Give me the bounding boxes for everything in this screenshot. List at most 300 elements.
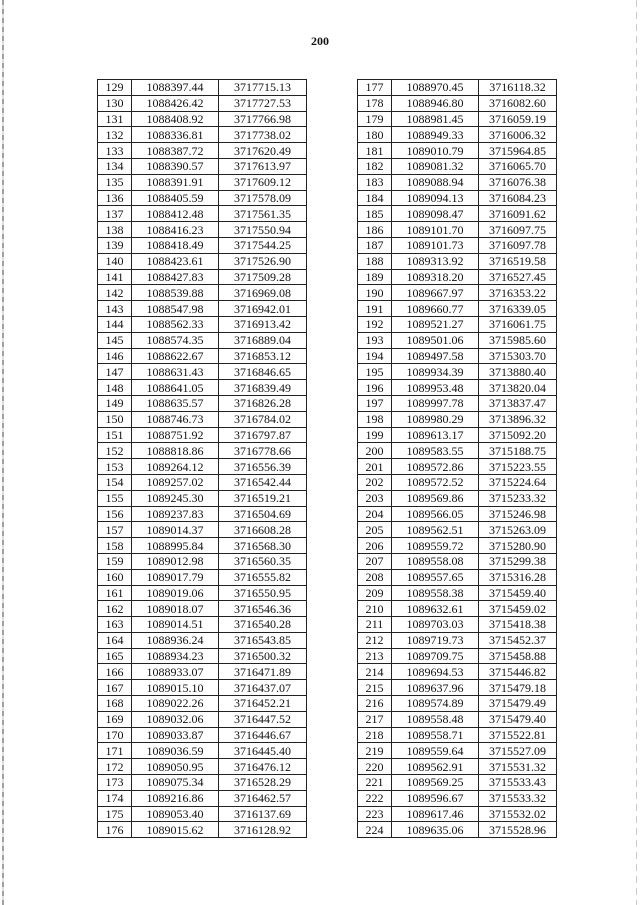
y-coordinate-cell: 3713820.04 [479, 380, 557, 396]
y-coordinate-cell: 3715299.38 [479, 553, 557, 569]
table-row [358, 569, 557, 585]
x-coordinate-cell: 1088405.59 [132, 190, 219, 206]
table-row [358, 490, 557, 506]
table-row [358, 632, 557, 648]
y-coordinate-cell: 3715479.18 [479, 680, 557, 696]
x-coordinate-cell: 1089997.78 [392, 395, 479, 411]
y-coordinate-cell: 3716137.69 [219, 806, 307, 822]
x-coordinate-cell: 1088423.61 [132, 253, 219, 269]
point-number-cell: 224 [358, 822, 392, 838]
y-coordinate-cell: 3716550.95 [219, 585, 307, 601]
point-number-cell: 184 [358, 190, 392, 206]
y-coordinate-cell: 3715188.75 [479, 443, 557, 459]
y-coordinate-cell: 3717526.90 [219, 253, 307, 269]
table-row [98, 111, 307, 127]
table-row [98, 206, 307, 222]
y-coordinate-cell: 3716006.32 [479, 127, 557, 143]
table-row [98, 301, 307, 317]
table-row [358, 775, 557, 791]
y-coordinate-cell: 3713837.47 [479, 395, 557, 411]
table-row [358, 664, 557, 680]
y-coordinate-cell: 3716446.67 [219, 727, 307, 743]
x-coordinate-cell: 1089574.89 [392, 696, 479, 712]
table-row [98, 680, 307, 696]
x-coordinate-cell: 1089559.64 [392, 743, 479, 759]
point-number-cell: 163 [98, 617, 132, 633]
x-coordinate-cell: 1089264.12 [132, 459, 219, 475]
y-coordinate-cell: 3717766.98 [219, 111, 307, 127]
y-coordinate-cell: 3716556.39 [219, 459, 307, 475]
x-coordinate-cell: 1089709.75 [392, 648, 479, 664]
table-row [98, 664, 307, 680]
y-coordinate-cell: 3716519.58 [479, 253, 557, 269]
point-number-cell: 169 [98, 711, 132, 727]
x-coordinate-cell: 1089075.34 [132, 775, 219, 791]
x-coordinate-cell: 1089022.26 [132, 696, 219, 712]
table-row [98, 648, 307, 664]
y-coordinate-cell: 3716969.08 [219, 285, 307, 301]
x-coordinate-cell: 1089558.48 [392, 711, 479, 727]
table-row [98, 332, 307, 348]
point-number-cell: 176 [98, 822, 132, 838]
point-number-cell: 211 [358, 617, 392, 633]
point-number-cell: 214 [358, 664, 392, 680]
x-coordinate-cell: 1089019.06 [132, 585, 219, 601]
point-number-cell: 223 [358, 806, 392, 822]
point-number-cell: 188 [358, 253, 392, 269]
point-number-cell: 192 [358, 316, 392, 332]
x-coordinate-cell: 1088336.81 [132, 127, 219, 143]
y-coordinate-cell: 3716471.89 [219, 664, 307, 680]
table-row [98, 174, 307, 190]
point-number-cell: 152 [98, 443, 132, 459]
table-row [358, 759, 557, 775]
point-number-cell: 147 [98, 364, 132, 380]
y-coordinate-cell: 3716091.62 [479, 206, 557, 222]
table-row [98, 443, 307, 459]
x-coordinate-cell: 1089014.37 [132, 522, 219, 538]
point-number-cell: 173 [98, 775, 132, 791]
table-row [98, 269, 307, 285]
x-coordinate-cell: 1088622.67 [132, 348, 219, 364]
coordinates-table-right [357, 79, 557, 838]
y-coordinate-cell: 3716889.04 [219, 332, 307, 348]
point-number-cell: 204 [358, 506, 392, 522]
point-number-cell: 219 [358, 743, 392, 759]
x-coordinate-cell: 1088995.84 [132, 538, 219, 554]
point-number-cell: 157 [98, 522, 132, 538]
y-coordinate-cell: 3716528.29 [219, 775, 307, 791]
table-row [98, 411, 307, 427]
scan-edge-left [2, 0, 4, 905]
x-coordinate-cell: 1088631.43 [132, 364, 219, 380]
point-number-cell: 133 [98, 143, 132, 159]
table-row [358, 427, 557, 443]
y-coordinate-cell: 3715303.70 [479, 348, 557, 364]
table-row [98, 759, 307, 775]
table-row [358, 316, 557, 332]
x-coordinate-cell: 1089583.55 [392, 443, 479, 459]
table-row [98, 316, 307, 332]
table-row [358, 111, 557, 127]
y-coordinate-cell: 3716065.70 [479, 158, 557, 174]
point-number-cell: 221 [358, 775, 392, 791]
table-row [358, 790, 557, 806]
y-coordinate-cell: 3716853.12 [219, 348, 307, 364]
point-number-cell: 191 [358, 301, 392, 317]
x-coordinate-cell: 1088949.33 [392, 127, 479, 143]
point-number-cell: 170 [98, 727, 132, 743]
x-coordinate-cell: 1089572.52 [392, 474, 479, 490]
x-coordinate-cell: 1088408.92 [132, 111, 219, 127]
table-row [98, 190, 307, 206]
table-row [98, 790, 307, 806]
point-number-cell: 171 [98, 743, 132, 759]
point-number-cell: 172 [98, 759, 132, 775]
table-row [98, 427, 307, 443]
table-row [98, 743, 307, 759]
table-row [358, 711, 557, 727]
x-coordinate-cell: 1089501.06 [392, 332, 479, 348]
x-coordinate-cell: 1089637.96 [392, 680, 479, 696]
y-coordinate-cell: 3715964.85 [479, 143, 557, 159]
point-number-cell: 179 [358, 111, 392, 127]
table-row [98, 222, 307, 238]
point-number-cell: 200 [358, 443, 392, 459]
table-row [98, 506, 307, 522]
table-row [98, 143, 307, 159]
x-coordinate-cell: 1088936.24 [132, 632, 219, 648]
point-number-cell: 193 [358, 332, 392, 348]
table-row [98, 711, 307, 727]
point-number-cell: 140 [98, 253, 132, 269]
table-row [358, 696, 557, 712]
table-row [98, 380, 307, 396]
y-coordinate-cell: 3716097.78 [479, 237, 557, 253]
x-coordinate-cell: 1089313.92 [392, 253, 479, 269]
table-row [358, 253, 557, 269]
x-coordinate-cell: 1089557.65 [392, 569, 479, 585]
y-coordinate-cell: 3716826.28 [219, 395, 307, 411]
x-coordinate-cell: 1088818.86 [132, 443, 219, 459]
y-coordinate-cell: 3716500.32 [219, 648, 307, 664]
y-coordinate-cell: 3716846.65 [219, 364, 307, 380]
point-number-cell: 208 [358, 569, 392, 585]
table-row [98, 696, 307, 712]
x-coordinate-cell: 1089036.59 [132, 743, 219, 759]
point-number-cell: 148 [98, 380, 132, 396]
point-number-cell: 197 [358, 395, 392, 411]
point-number-cell: 166 [98, 664, 132, 680]
y-coordinate-cell: 3715458.88 [479, 648, 557, 664]
y-coordinate-cell: 3716560.35 [219, 553, 307, 569]
y-coordinate-cell: 3716568.30 [219, 538, 307, 554]
point-number-cell: 185 [358, 206, 392, 222]
point-number-cell: 190 [358, 285, 392, 301]
y-coordinate-cell: 3715459.40 [479, 585, 557, 601]
point-number-cell: 139 [98, 237, 132, 253]
point-number-cell: 198 [358, 411, 392, 427]
y-coordinate-cell: 3716339.05 [479, 301, 557, 317]
table-row [98, 237, 307, 253]
x-coordinate-cell: 1089559.72 [392, 538, 479, 554]
x-coordinate-cell: 1088427.83 [132, 269, 219, 285]
table-row [358, 158, 557, 174]
table-row [98, 775, 307, 791]
x-coordinate-cell: 1089088.94 [392, 174, 479, 190]
y-coordinate-cell: 3716437.07 [219, 680, 307, 696]
table-row [358, 127, 557, 143]
table-row [358, 806, 557, 822]
point-number-cell: 206 [358, 538, 392, 554]
point-number-cell: 183 [358, 174, 392, 190]
x-coordinate-cell: 1088387.72 [132, 143, 219, 159]
table-row [98, 348, 307, 364]
x-coordinate-cell: 1089953.48 [392, 380, 479, 396]
x-coordinate-cell: 1089558.38 [392, 585, 479, 601]
point-number-cell: 217 [358, 711, 392, 727]
table-row [98, 522, 307, 538]
point-number-cell: 167 [98, 680, 132, 696]
point-number-cell: 159 [98, 553, 132, 569]
coordinates-table-left [97, 79, 307, 838]
point-number-cell: 155 [98, 490, 132, 506]
x-coordinate-cell: 1088418.49 [132, 237, 219, 253]
point-number-cell: 156 [98, 506, 132, 522]
y-coordinate-cell: 3715528.96 [479, 822, 557, 838]
table-row [98, 538, 307, 554]
x-coordinate-cell: 1089934.39 [392, 364, 479, 380]
y-coordinate-cell: 3716082.60 [479, 95, 557, 111]
table-row [358, 648, 557, 664]
x-coordinate-cell: 1089014.51 [132, 617, 219, 633]
point-number-cell: 182 [358, 158, 392, 174]
y-coordinate-cell: 3716084.23 [479, 190, 557, 206]
y-coordinate-cell: 3716504.69 [219, 506, 307, 522]
table-row [98, 459, 307, 475]
y-coordinate-cell: 3715452.37 [479, 632, 557, 648]
y-coordinate-cell: 3716476.12 [219, 759, 307, 775]
x-coordinate-cell: 1089632.61 [392, 601, 479, 617]
point-number-cell: 136 [98, 190, 132, 206]
table-row [358, 617, 557, 633]
x-coordinate-cell: 1088391.91 [132, 174, 219, 190]
point-number-cell: 199 [358, 427, 392, 443]
point-number-cell: 130 [98, 95, 132, 111]
y-coordinate-cell: 3717715.13 [219, 80, 307, 96]
table-row [98, 617, 307, 633]
point-number-cell: 195 [358, 364, 392, 380]
table-row [98, 95, 307, 111]
y-coordinate-cell: 3716059.19 [479, 111, 557, 127]
y-coordinate-cell: 3715280.90 [479, 538, 557, 554]
y-coordinate-cell: 3716543.85 [219, 632, 307, 648]
x-coordinate-cell: 1089050.95 [132, 759, 219, 775]
point-number-cell: 220 [358, 759, 392, 775]
x-coordinate-cell: 1089053.40 [132, 806, 219, 822]
table-row [358, 822, 557, 838]
x-coordinate-cell: 1089569.86 [392, 490, 479, 506]
y-coordinate-cell: 3716519.21 [219, 490, 307, 506]
table-row [98, 601, 307, 617]
table-row [98, 474, 307, 490]
y-coordinate-cell: 3715531.32 [479, 759, 557, 775]
y-coordinate-cell: 3716784.02 [219, 411, 307, 427]
y-coordinate-cell: 3716778.66 [219, 443, 307, 459]
point-number-cell: 137 [98, 206, 132, 222]
x-coordinate-cell: 1088412.48 [132, 206, 219, 222]
x-coordinate-cell: 1088574.35 [132, 332, 219, 348]
point-number-cell: 177 [358, 80, 392, 96]
point-number-cell: 150 [98, 411, 132, 427]
y-coordinate-cell: 3715316.28 [479, 569, 557, 585]
x-coordinate-cell: 1088547.98 [132, 301, 219, 317]
table-row [358, 743, 557, 759]
y-coordinate-cell: 3717578.09 [219, 190, 307, 206]
table-row [358, 95, 557, 111]
y-coordinate-cell: 3715224.64 [479, 474, 557, 490]
x-coordinate-cell: 1089617.46 [392, 806, 479, 822]
point-number-cell: 202 [358, 474, 392, 490]
point-number-cell: 158 [98, 538, 132, 554]
table-row [358, 395, 557, 411]
point-number-cell: 154 [98, 474, 132, 490]
y-coordinate-cell: 3713880.40 [479, 364, 557, 380]
table-row [98, 253, 307, 269]
point-number-cell: 144 [98, 316, 132, 332]
x-coordinate-cell: 1089216.86 [132, 790, 219, 806]
point-number-cell: 129 [98, 80, 132, 96]
x-coordinate-cell: 1089010.79 [392, 143, 479, 159]
x-coordinate-cell: 1089098.47 [392, 206, 479, 222]
point-number-cell: 215 [358, 680, 392, 696]
x-coordinate-cell: 1089635.06 [392, 822, 479, 838]
y-coordinate-cell: 3716462.57 [219, 790, 307, 806]
point-number-cell: 174 [98, 790, 132, 806]
y-coordinate-cell: 3717550.94 [219, 222, 307, 238]
x-coordinate-cell: 1089558.71 [392, 727, 479, 743]
y-coordinate-cell: 3716527.45 [479, 269, 557, 285]
x-coordinate-cell: 1088981.45 [392, 111, 479, 127]
x-coordinate-cell: 1089572.86 [392, 459, 479, 475]
point-number-cell: 181 [358, 143, 392, 159]
x-coordinate-cell: 1089318.20 [392, 269, 479, 285]
table-row [358, 459, 557, 475]
y-coordinate-cell: 3716061.75 [479, 316, 557, 332]
table-row [358, 301, 557, 317]
x-coordinate-cell: 1089032.06 [132, 711, 219, 727]
table-row [98, 727, 307, 743]
x-coordinate-cell: 1088751.92 [132, 427, 219, 443]
y-coordinate-cell: 3716452.21 [219, 696, 307, 712]
point-number-cell: 218 [358, 727, 392, 743]
x-coordinate-cell: 1089018.07 [132, 601, 219, 617]
y-coordinate-cell: 3717561.35 [219, 206, 307, 222]
y-coordinate-cell: 3715233.32 [479, 490, 557, 506]
x-coordinate-cell: 1089101.70 [392, 222, 479, 238]
y-coordinate-cell: 3715985.60 [479, 332, 557, 348]
table-row [358, 222, 557, 238]
point-number-cell: 134 [98, 158, 132, 174]
table-row [98, 569, 307, 585]
point-number-cell: 189 [358, 269, 392, 285]
point-number-cell: 213 [358, 648, 392, 664]
point-number-cell: 186 [358, 222, 392, 238]
table-row [98, 822, 307, 838]
y-coordinate-cell: 3717613.97 [219, 158, 307, 174]
x-coordinate-cell: 1089094.13 [392, 190, 479, 206]
point-number-cell: 145 [98, 332, 132, 348]
x-coordinate-cell: 1089081.32 [392, 158, 479, 174]
point-number-cell: 142 [98, 285, 132, 301]
point-number-cell: 196 [358, 380, 392, 396]
y-coordinate-cell: 3715533.32 [479, 790, 557, 806]
y-coordinate-cell: 3716445.40 [219, 743, 307, 759]
x-coordinate-cell: 1089497.58 [392, 348, 479, 364]
x-coordinate-cell: 1089012.98 [132, 553, 219, 569]
y-coordinate-cell: 3716546.36 [219, 601, 307, 617]
y-coordinate-cell: 3717509.28 [219, 269, 307, 285]
table-row [358, 364, 557, 380]
y-coordinate-cell: 3715246.98 [479, 506, 557, 522]
point-number-cell: 168 [98, 696, 132, 712]
table-row [358, 206, 557, 222]
x-coordinate-cell: 1088390.57 [132, 158, 219, 174]
point-number-cell: 207 [358, 553, 392, 569]
y-coordinate-cell: 3715522.81 [479, 727, 557, 743]
table-row [358, 522, 557, 538]
point-number-cell: 151 [98, 427, 132, 443]
table-row [358, 538, 557, 554]
point-number-cell: 160 [98, 569, 132, 585]
x-coordinate-cell: 1089694.53 [392, 664, 479, 680]
y-coordinate-cell: 3717609.12 [219, 174, 307, 190]
table-row [358, 680, 557, 696]
table-row [358, 269, 557, 285]
y-coordinate-cell: 3715459.02 [479, 601, 557, 617]
point-number-cell: 146 [98, 348, 132, 364]
x-coordinate-cell: 1089015.62 [132, 822, 219, 838]
y-coordinate-cell: 3716118.32 [479, 80, 557, 96]
y-coordinate-cell: 3715223.55 [479, 459, 557, 475]
point-number-cell: 209 [358, 585, 392, 601]
y-coordinate-cell: 3716447.52 [219, 711, 307, 727]
x-coordinate-cell: 1089237.83 [132, 506, 219, 522]
x-coordinate-cell: 1089257.02 [132, 474, 219, 490]
y-coordinate-cell: 3716540.28 [219, 617, 307, 633]
y-coordinate-cell: 3716942.01 [219, 301, 307, 317]
point-number-cell: 222 [358, 790, 392, 806]
x-coordinate-cell: 1089521.27 [392, 316, 479, 332]
x-coordinate-cell: 1089245.30 [132, 490, 219, 506]
table-row [358, 285, 557, 301]
point-number-cell: 212 [358, 632, 392, 648]
x-coordinate-cell: 1089017.79 [132, 569, 219, 585]
point-number-cell: 161 [98, 585, 132, 601]
x-coordinate-cell: 1088562.33 [132, 316, 219, 332]
x-coordinate-cell: 1089667.97 [392, 285, 479, 301]
point-number-cell: 175 [98, 806, 132, 822]
table-row [98, 395, 307, 411]
point-number-cell: 149 [98, 395, 132, 411]
y-coordinate-cell: 3716608.28 [219, 522, 307, 538]
scan-edge-right [636, 0, 637, 905]
table-row [98, 490, 307, 506]
y-coordinate-cell: 3717544.25 [219, 237, 307, 253]
point-number-cell: 205 [358, 522, 392, 538]
table-row [358, 474, 557, 490]
y-coordinate-cell: 3717738.02 [219, 127, 307, 143]
